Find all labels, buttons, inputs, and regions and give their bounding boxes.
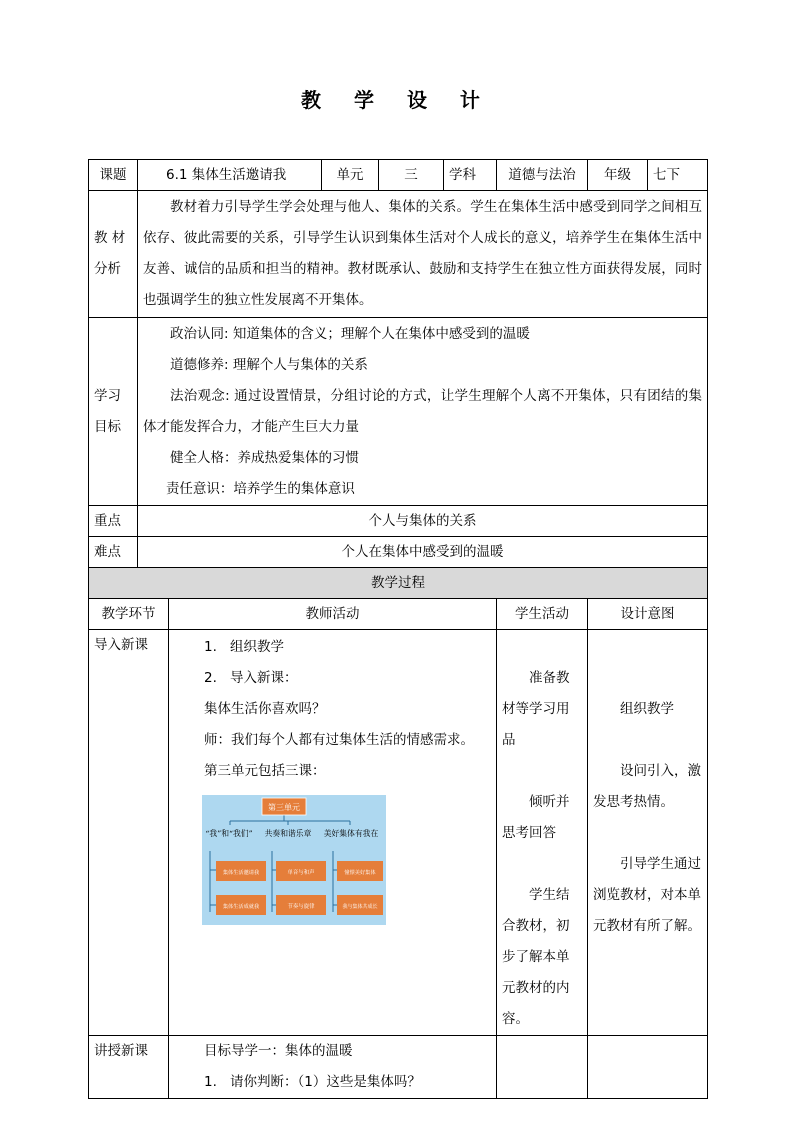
intro-student-2: 倾听并思考回答 xyxy=(502,794,570,841)
goals-label-line2: 目标 xyxy=(94,418,121,435)
chart-topic-label: 集体生活邀请我 xyxy=(222,870,260,876)
teach-stage: 讲授新课 xyxy=(89,1036,169,1099)
key-point-value: 个人与集体的关系 xyxy=(138,506,708,537)
intro-stage: 导入新课 xyxy=(89,630,169,1036)
intro-student-cell xyxy=(497,630,588,1036)
goals-row xyxy=(89,318,708,506)
intro-step2-text: 导入新课： xyxy=(230,670,298,686)
teach-step1 xyxy=(174,1067,491,1098)
goals-list xyxy=(138,318,708,506)
intro-student-3: 学生结合教材，初步了解本单元教材的内容。 xyxy=(502,887,570,1027)
teach-teacher-cell xyxy=(169,1036,497,1099)
chart-lesson-label: 美好集体有我在 xyxy=(323,829,379,838)
chart-lesson-label: 共奏和谐乐章 xyxy=(264,829,312,838)
chart-topic-label: 我与集体共成长 xyxy=(342,904,378,910)
intro-row xyxy=(89,630,708,1036)
column-student: 学生活动 xyxy=(497,599,588,630)
difficulty-value: 个人在集体中感受到的温暖 xyxy=(138,537,708,568)
unit-value: 三 xyxy=(379,160,444,191)
difficulty-row xyxy=(89,537,708,568)
unit-structure-chart xyxy=(202,795,386,925)
process-columns-row xyxy=(89,599,708,630)
chart-lesson-label: “我”和“我们” xyxy=(205,829,253,838)
intro-intent-3: 引导学生通过浏览教材，对本单元教材有所了解。 xyxy=(593,856,702,934)
goal-item: 健全人格：养成热爱集体的习惯 xyxy=(170,449,359,466)
process-title-row xyxy=(89,568,708,599)
analysis-label xyxy=(89,191,138,318)
grade-label: 年级 xyxy=(588,160,648,191)
goal-item: 道德修养: 理解个人与集体的关系 xyxy=(170,356,368,373)
chart-topic-label: 单音与和声 xyxy=(287,870,315,876)
intro-step1-text: 组织教学 xyxy=(230,639,284,655)
analysis-label-line2: 分析 xyxy=(94,261,121,277)
subject-label: 学科 xyxy=(444,160,497,191)
intro-intent-2: 设问引入，激发思考热情。 xyxy=(593,763,702,810)
goal-item: 政治认同: 知道集体的含义；理解个人在集体中感受到的温暖 xyxy=(170,325,530,342)
intro-teacher-cell xyxy=(169,630,497,1036)
intro-intent-cell xyxy=(588,630,708,1036)
intro-student-1: 准备教材等学习用品 xyxy=(502,670,570,748)
chart-root-label: 第三单元 xyxy=(268,803,300,812)
chart-topic-label: 憧憬美好集体 xyxy=(344,870,376,876)
chart-topic-label: 集体生活成就我 xyxy=(222,904,260,910)
difficulty-label: 难点 xyxy=(89,537,138,568)
column-intent: 设计意图 xyxy=(588,599,708,630)
analysis-text: 教材着力引导学生学会处理与他人、集体的关系。学生在集体生活中感受到同学之间相互依存、彼此需要的关系，引导学生认识到集体生活对个人成长的意义，培养学生在集体生活中友善、诚信的品质和担当的精神。教材既承认、鼓励和支持学生在独立性方面获得发展，同时也强调学生的独立性发展离不开集体。 xyxy=(143,199,703,308)
intro-intent-1: 组织教学 xyxy=(620,701,675,717)
teach-student-cell xyxy=(497,1036,588,1099)
unit-label: 单元 xyxy=(322,160,379,191)
key-point-label: 重点 xyxy=(89,506,138,537)
lesson-plan-table xyxy=(88,159,708,1099)
analysis-text-cell xyxy=(138,191,708,318)
goals-label xyxy=(89,318,138,506)
intro-step2 xyxy=(174,663,491,694)
teach-step1-number: 1. xyxy=(204,1074,217,1090)
intro-step1 xyxy=(174,632,491,663)
column-stage: 教学环节 xyxy=(89,599,169,630)
intro-step2-number: 2. xyxy=(204,670,217,686)
topic-label: 课题 xyxy=(89,160,138,191)
goals-label-line1: 学习 xyxy=(94,387,121,404)
document-title: 教 学 设 计 xyxy=(301,88,493,112)
intro-line2: 师：我们每个人都有过集体生活的情感需求。 xyxy=(204,732,474,748)
column-teacher: 教师活动 xyxy=(169,599,497,630)
goal-item: 法治观念: 通过设置情景，分组讨论的方式，让学生理解个人离不开集体，只有团结的集体才能发挥合力，才能产生巨大力量 xyxy=(143,387,703,435)
header-row xyxy=(89,160,708,191)
intro-line3: 第三单元包括三课： xyxy=(204,763,326,779)
teach-step1-text: 请你判断：（1）这些是集体吗？ xyxy=(230,1074,421,1090)
teach-intent-cell xyxy=(588,1036,708,1099)
analysis-row xyxy=(89,191,708,318)
process-title: 教学过程 xyxy=(89,568,708,599)
chart-topic-label: 节奏与旋律 xyxy=(287,904,315,910)
subject-value: 道德与法治 xyxy=(497,160,588,191)
grade-value: 七下 xyxy=(648,160,708,191)
intro-step1-number: 1. xyxy=(204,639,217,655)
intro-line1: 集体生活你喜欢吗？ xyxy=(204,701,326,717)
teach-row xyxy=(89,1036,708,1099)
goal-item: 责任意识：培养学生的集体意识 xyxy=(165,480,355,497)
analysis-label-line1: 教 材 xyxy=(94,230,126,246)
topic-value: 6.1 集体生活邀请我 xyxy=(138,160,322,191)
key-point-row xyxy=(89,506,708,537)
teach-line1: 目标导学一：集体的温暖 xyxy=(204,1043,353,1059)
